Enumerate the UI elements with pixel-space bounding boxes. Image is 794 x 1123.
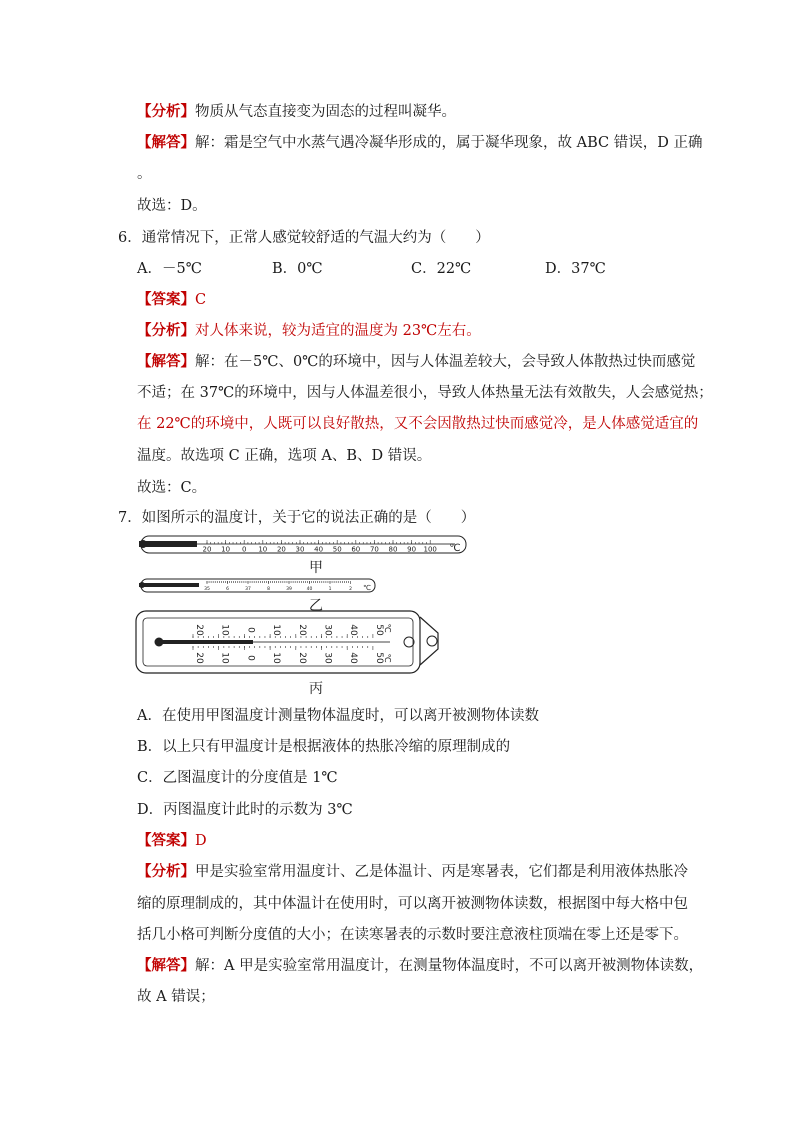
jia-unit-label: ℃	[449, 543, 461, 554]
bing-tick-label-bottom: 0	[245, 655, 256, 661]
jia-tick-label: 50	[332, 545, 342, 554]
analysis-line-1	[137, 862, 688, 882]
solution-tag: 【解答】	[137, 134, 195, 151]
jia-tick-label: 10	[258, 545, 268, 554]
yi-tick-label: 40	[306, 587, 313, 592]
answer-tag: 【答案】	[137, 832, 195, 849]
choice-line: 故选：C。	[137, 480, 207, 496]
option-a: A．－5℃	[137, 261, 202, 277]
option-b: B．0℃	[272, 261, 323, 277]
solution-line-1	[137, 352, 695, 372]
solution-line-end: 。	[137, 166, 152, 182]
solution-line-2: 故 A 错误；	[137, 989, 215, 1005]
answer-value: C	[195, 292, 207, 308]
bing-tick-label-top: 0	[245, 627, 256, 633]
option-d: D．丙图温度计此时的示数为 3℃	[137, 802, 353, 818]
answer-tag: 【答案】	[137, 291, 195, 308]
bing-unit-bottom: ℃	[383, 653, 392, 663]
solution-line-3: 在 22℃的环境中，人既可以良好散热，又不会因散热过快而感觉冷，是人体感觉适宜的	[137, 416, 699, 432]
yi-tick-label: 2	[349, 587, 352, 592]
jia-tick-label: 80	[388, 545, 398, 554]
option-c: C．乙图温度计的分度值是 1℃	[137, 770, 338, 786]
yi-unit-label: ℃	[363, 584, 371, 592]
bing-tick-label-bottom: 20	[296, 652, 307, 664]
thermometer-bing	[136, 611, 420, 673]
bing-tick-label-bottom: 10	[219, 652, 230, 664]
jia-tick-label: 40	[314, 545, 324, 554]
question-6-stem	[118, 228, 490, 248]
yi-label: 乙	[309, 598, 323, 614]
thermometer-bing-ring	[414, 611, 454, 671]
bing-label: 丙	[309, 681, 323, 697]
jia-tick-label: 20	[276, 545, 286, 554]
jia-tick-label: 10	[221, 545, 231, 554]
analysis-text: 对人体来说，较为适宜的温度为 23℃左右。	[195, 323, 481, 339]
answer-line	[137, 290, 206, 310]
solution-line-2: 不适；在 37℃的环境中，因与人体温差很小，导致人体热量无法有效散失，人会感觉热；	[137, 385, 713, 401]
bing-unit-top: ℃	[383, 623, 392, 633]
jia-tick-label: 0	[241, 545, 247, 554]
solution-tag: 【解答】	[137, 957, 195, 974]
analysis-line	[137, 321, 481, 341]
yi-tick-label: 1	[328, 587, 332, 592]
jia-tick-label: 30	[295, 545, 305, 554]
answer-value: D	[195, 833, 207, 849]
choice-line: 故选：D。	[137, 198, 207, 214]
question-7-stem	[118, 508, 475, 528]
thermometer-jia	[139, 536, 466, 554]
analysis-line	[137, 102, 456, 122]
solution-tag: 【解答】	[137, 353, 195, 370]
option-b: B．以上只有甲温度计是根据液体的热胀冷缩的原理制成的	[137, 739, 511, 755]
solution-line-4: 温度。故选项 C 正确，选项 A、B、D 错误。	[137, 448, 432, 464]
bing-tick-label-bottom: 30	[322, 652, 333, 664]
answer-line	[137, 831, 207, 851]
jia-tick-label: 60	[351, 545, 361, 554]
bing-tick-label-top: 10	[219, 624, 230, 636]
bing-tick-label-top: 20	[296, 624, 307, 636]
option-c: C．22℃	[411, 261, 472, 277]
bing-tick-label-top: 20	[194, 624, 204, 636]
jia-tick-label: 100	[423, 545, 437, 554]
bing-tick-label-top: 30	[322, 624, 333, 636]
analysis-text: 物质从气态直接变为固态的过程叫凝华。	[195, 104, 456, 120]
analysis-line-2: 缩的原理制成的，其中体温计在使用时，可以离开被测物体读数，根据图中每大格中包	[137, 896, 688, 912]
solution-text-1: 解：在－5℃、0℃的环境中，因与人体温差较大，会导致人体散热过快而感觉	[195, 354, 696, 370]
analysis-tag: 【分析】	[137, 322, 195, 339]
bing-tick-label-top: 40	[348, 624, 359, 636]
analysis-line-3: 括几小格可判断分度值的大小；在读寒暑表的示数时要注意液柱顶端在零上还是零下。	[137, 927, 688, 943]
analysis-tag: 【分析】	[137, 863, 195, 880]
yi-tick-label: 39	[286, 587, 292, 592]
option-d: D．37℃	[545, 261, 606, 277]
bing-tick-label-top: 10	[271, 624, 282, 636]
yi-tick-label: 8	[267, 587, 270, 592]
yi-tick-label: 35	[204, 587, 210, 592]
thermometer-figure	[135, 532, 461, 697]
yi-tick-label: 37	[245, 587, 251, 592]
solution-line	[137, 133, 702, 153]
jia-tick-label: 70	[369, 545, 379, 554]
solution-text-1: 解：A 甲是实验室常用温度计，在测量物体温度时，不可以离开被测物体读数，	[195, 958, 704, 974]
solution-text: 解：霜是空气中水蒸气遇冷凝华形成的，属于凝华现象，故 ABC 错误，D 正确	[195, 135, 703, 151]
bing-tick-label-bottom: 50	[373, 652, 384, 664]
bing-tick-label-top: 50	[373, 624, 384, 636]
bing-tick-label-bottom: 10	[271, 652, 282, 664]
option-a: A．在使用甲图温度计测量物体温度时，可以离开被测物体读数	[137, 708, 539, 724]
jia-tick-label: 90	[407, 545, 417, 554]
bing-tick-label-bottom: 40	[348, 652, 359, 664]
question-text: 通常情况下，正常人感觉较舒适的气温大约为（ ）	[141, 230, 490, 246]
question-text: 如图所示的温度计，关于它的说法正确的是（ ）	[141, 510, 476, 526]
question-number: 7．	[118, 510, 142, 526]
question-number: 6．	[118, 230, 142, 246]
bing-tick-label-bottom: 20	[194, 652, 204, 664]
jia-label: 甲	[309, 560, 323, 576]
analysis-text-1: 甲是实验室常用温度计、乙是体温计、丙是寒暑表，它们都是利用液体热胀冷	[195, 864, 688, 880]
analysis-tag: 【分析】	[137, 103, 195, 120]
solution-line-1	[137, 956, 703, 976]
yi-tick-label: 6	[226, 587, 229, 592]
jia-tick-label: 20	[202, 545, 212, 554]
thermometer-yi	[139, 579, 375, 592]
